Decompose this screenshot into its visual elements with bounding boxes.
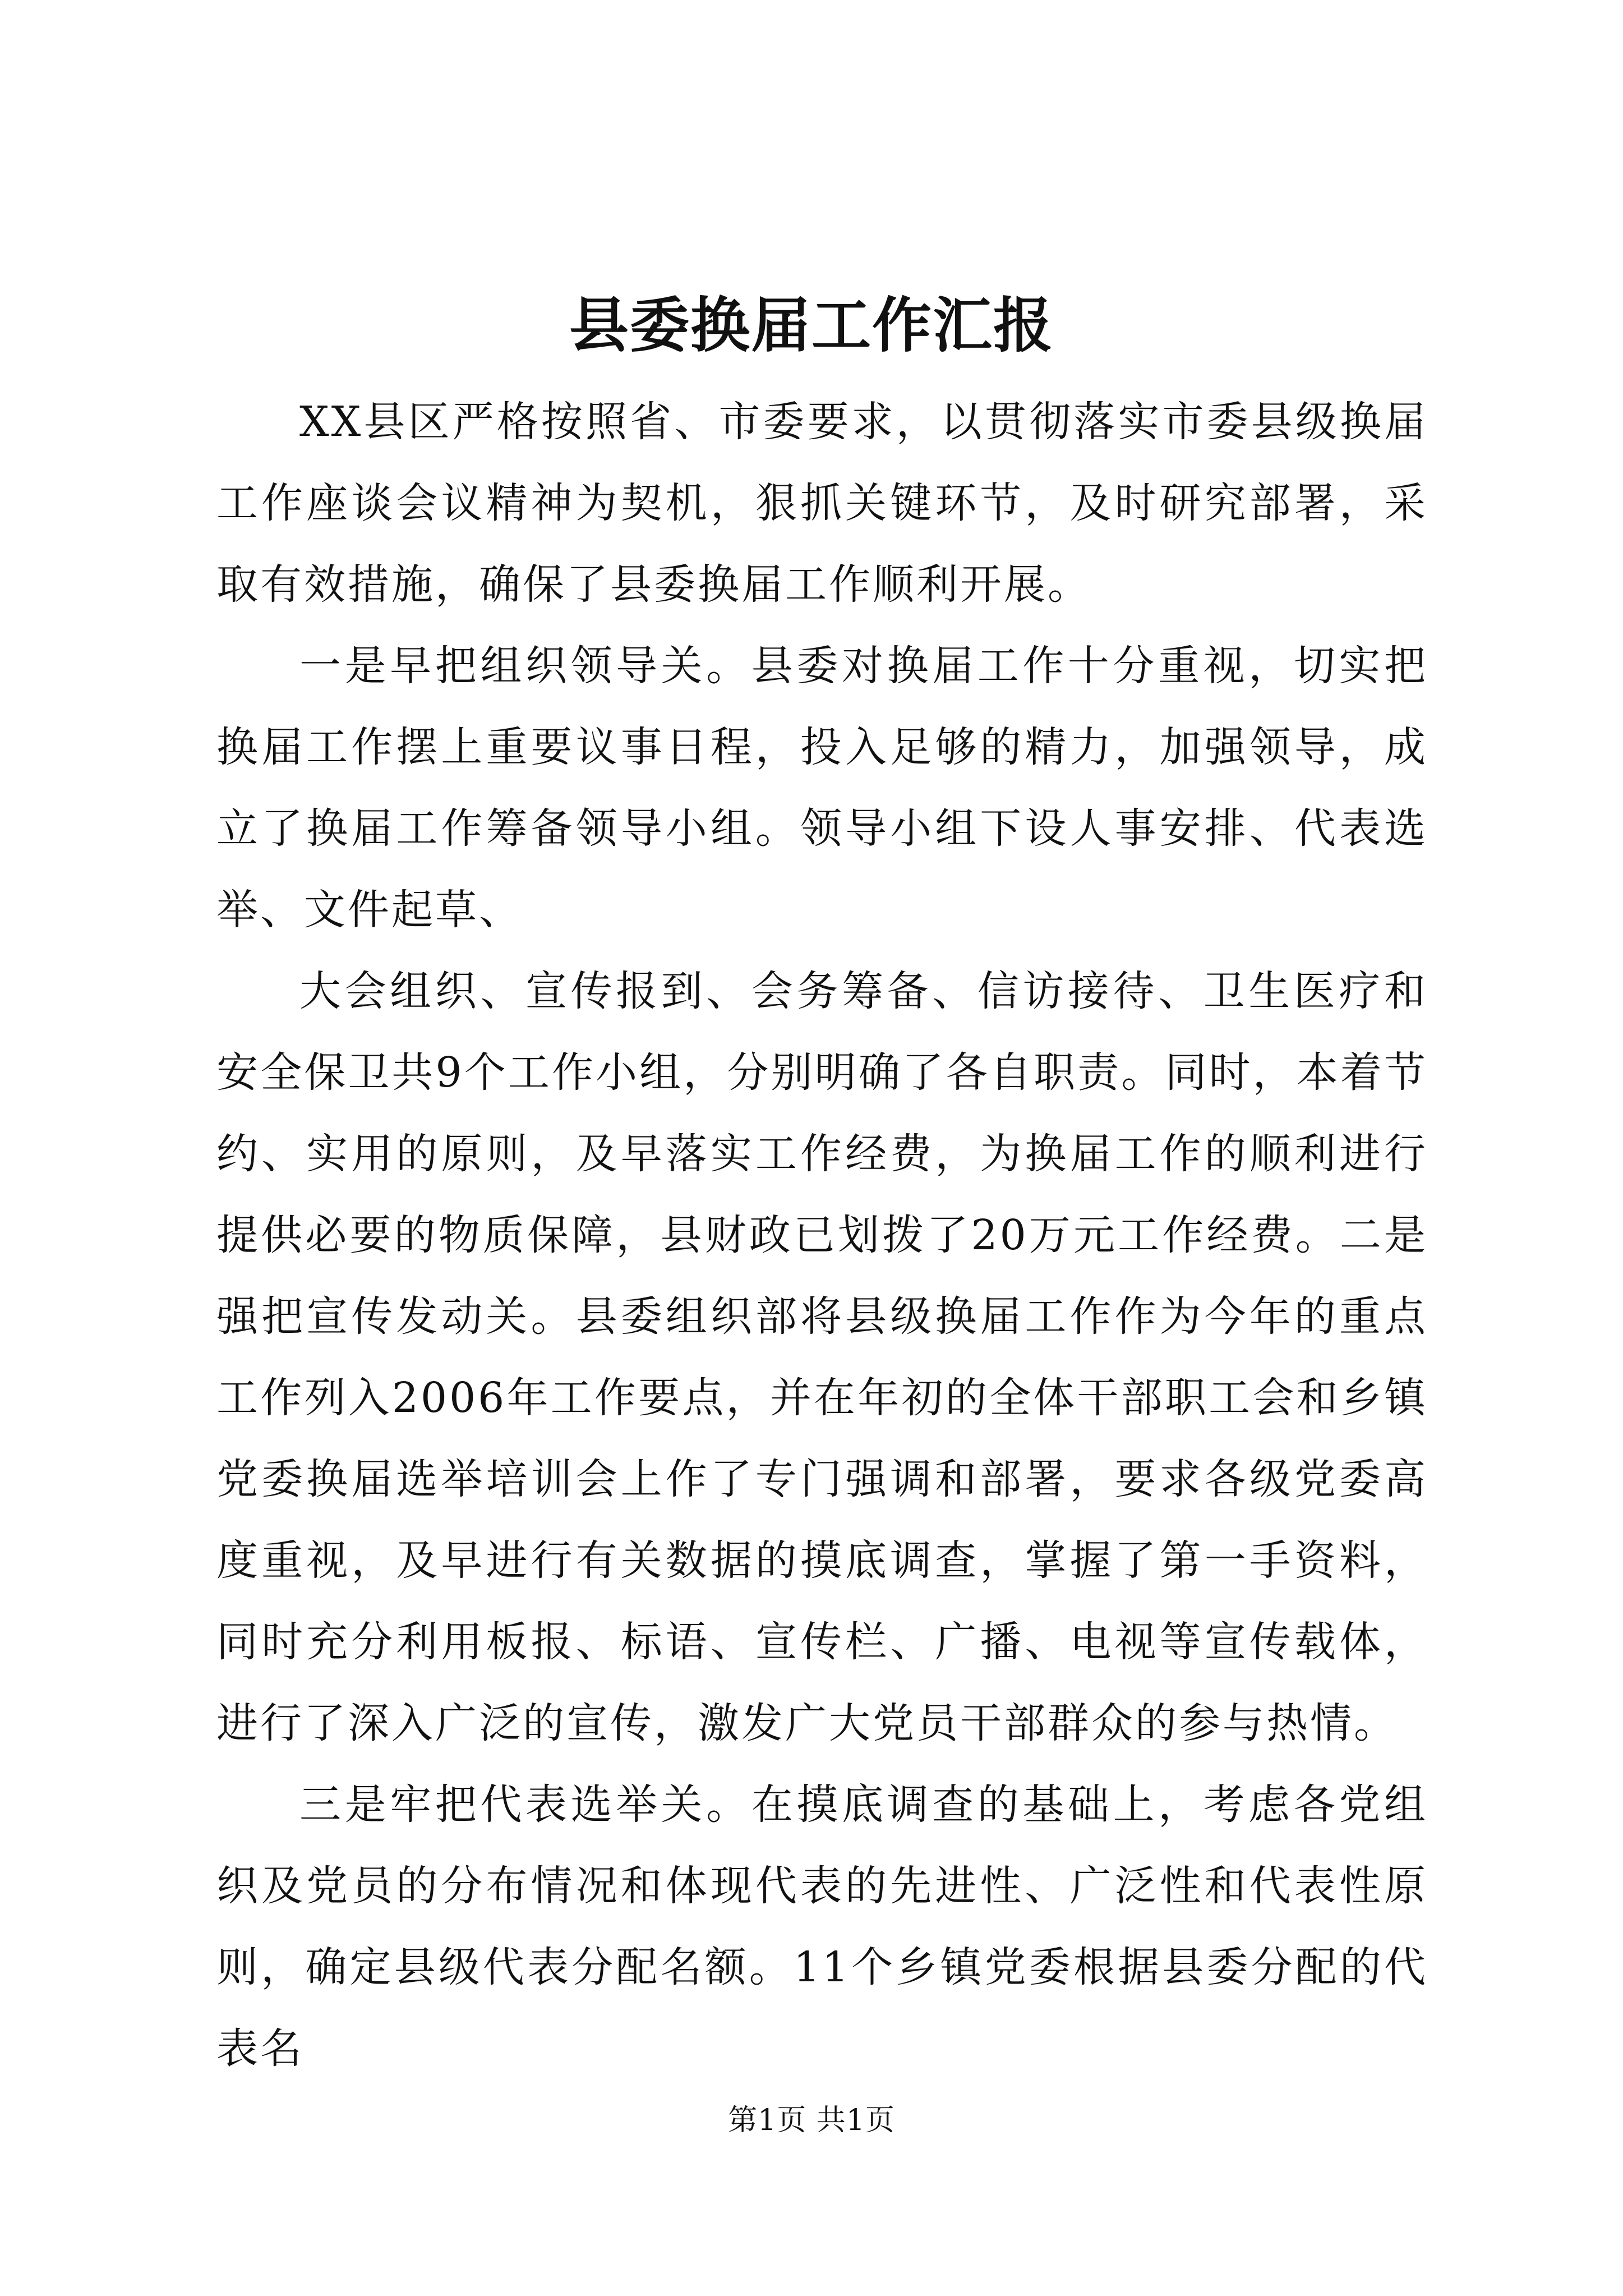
paragraph-2: 一是早把组织领导关。县委对换届工作十分重视，切实把换届工作摆上重要议事日程，投入足够的精力，加强领导，成立了换届工作筹备领导小组。领导小组下设人事安排、代表选举、文件起草、 <box>216 642 1428 934</box>
paragraph-4: 三是牢把代表选举关。在摸底调查的基础上，考虑各党组织及党员的分布情况和体现代表的先进性、广泛性和代表性原则，确定县级代表分配名额。11个乡镇党委根据县委分配的代表名 <box>216 1780 1428 2073</box>
page-footer: 第1页 共1页 <box>728 2104 895 2137</box>
document-body <box>216 381 1428 2090</box>
page-title: 县委换届工作汇报 <box>569 290 1054 360</box>
paragraph-1: XX县区严格按照省、市委要求，以贯彻落实市委县级换届工作座谈会议精神为契机，狠抓关键环节，及时研究部署，采取有效措施，确保了县委换届工作顺利开展。 <box>216 398 1428 609</box>
paragraph-3: 大会组织、宣传报到、会务筹备、信访接待、卫生医疗和安全保卫共9个工作小组，分别明确了各自职责。同时，本着节约、实用的原则，及早落实工作经费，为换届工作的顺利进行提供必要的物质保障，县财政已划拨了20万元工作经费。二是强把宣传发动关。县委组织部将县级换届工作作为今年的重点工作列入2006年工作要点，并在年初的全体干部职工会和乡镇党委换届选举培训会上作了专门强调和部署，要求各级党委高度重视，及早进行有关数据的摸底调查，掌握了第一手资料，同时充分利用板报、标语、宣传栏、广播、电视等宣传载体，进行了深入广泛的宣传，激发广大党员干部群众的参与热情。 <box>216 967 1428 1747</box>
